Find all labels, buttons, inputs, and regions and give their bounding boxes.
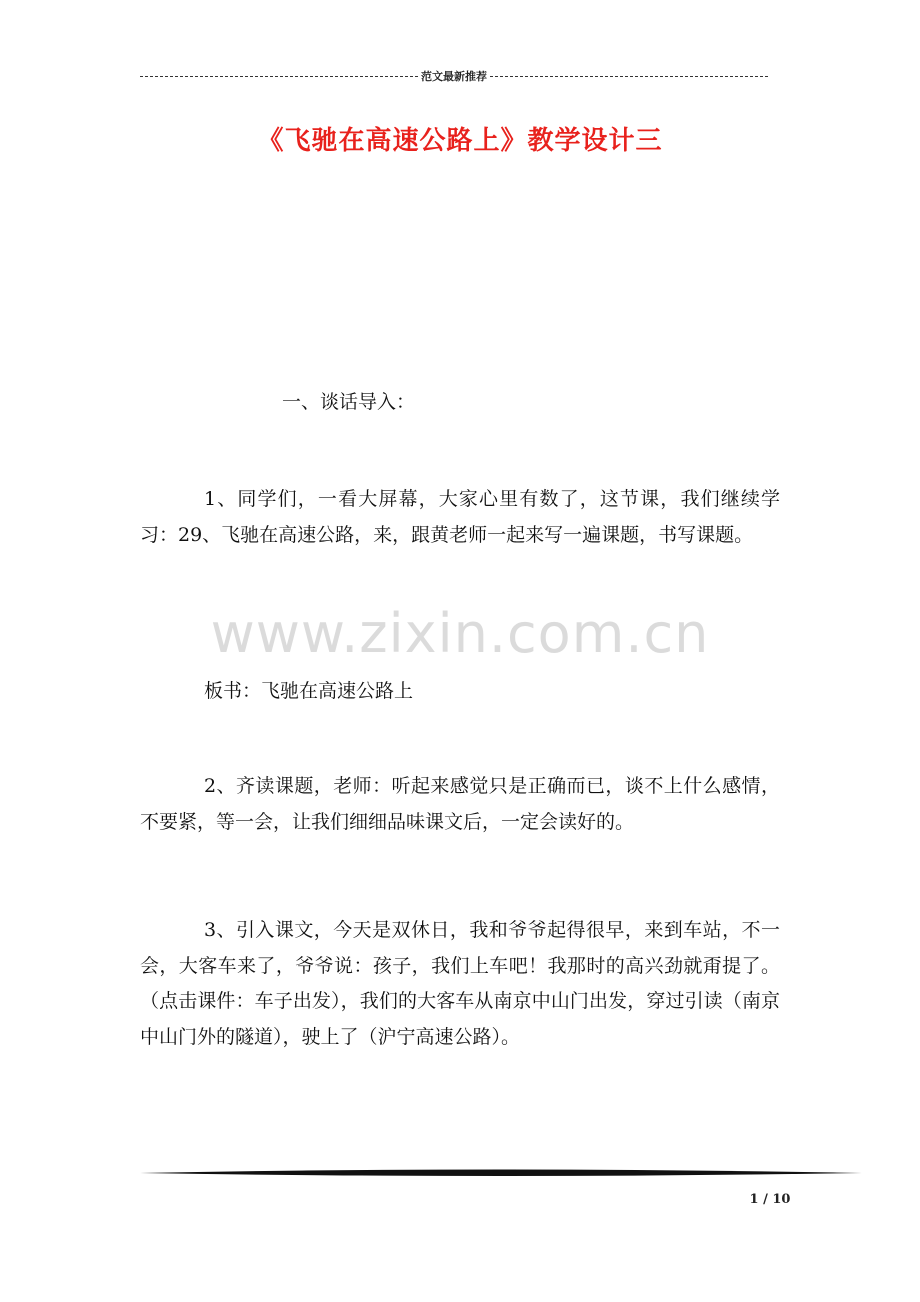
page-header: [140, 66, 768, 86]
paragraph-1: 1、同学们，一看大屏幕，大家心里有数了，这节课，我们继续学习：29、飞驰在高速公路，来，跟黄老师一起来写一遍课题，书写课题。: [140, 488, 780, 546]
watermark: www.zixin.com.cn: [210, 602, 710, 665]
section-heading: 一、谈话导入：: [282, 391, 416, 413]
document-title: 《飞驰在高速公路上》教学设计三: [257, 126, 663, 156]
paragraph-2: 板书：飞驰在高速公路上: [204, 680, 414, 702]
paragraph-3: 2、齐读课题，老师：听起来感觉只是正确而已，谈不上什么感情，不要紧，等一会，让我们细细品味课文后，一定会读好的。: [140, 775, 780, 833]
footer-rule: [140, 1166, 862, 1180]
header-dash-left: [140, 76, 418, 77]
paragraph-4: 3、引入课文，今天是双休日，我和爷爷起得很早，来到车站，不一会，大客车来了，爷爷说：孩子，我们上车吧！我那时的高兴劲就甭提了。（点击课件：车子出发），我们的大客车从南京中山门出发，穿过引读（南京中山门外的隧道），驶上了（沪宁高速公路）。: [140, 919, 780, 1048]
header-label: 范文最新推荐: [421, 70, 487, 83]
page-number: 1 / 10: [749, 1192, 791, 1207]
header-dash-right: [490, 76, 768, 77]
